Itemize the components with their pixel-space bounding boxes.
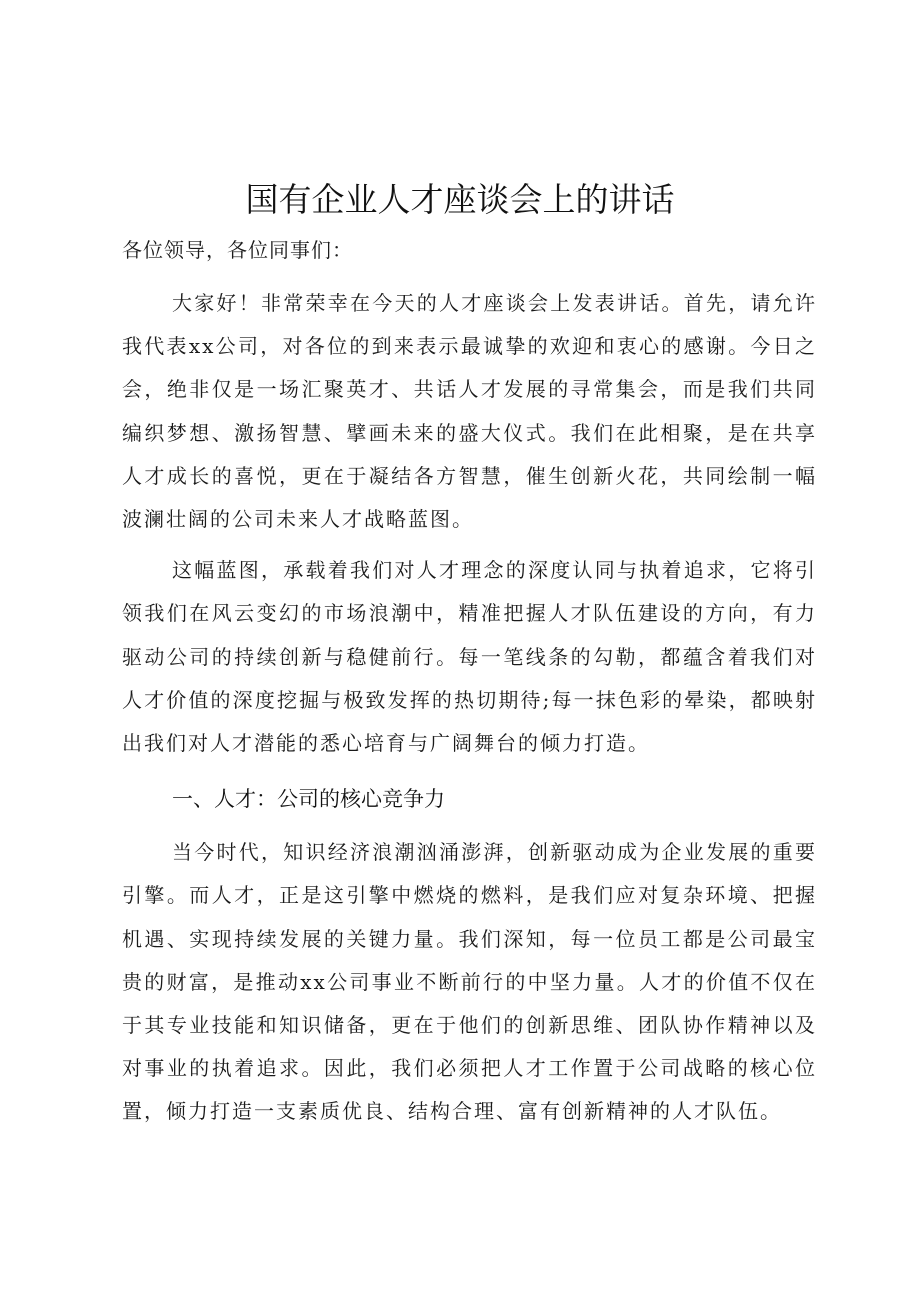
paragraph-opening: 大家好！非常荣幸在今天的人才座谈会上发表讲话。首先，请允许我代表xx公司，对各位的到来表示最诚挚的欢迎和衷心的感谢。今日之会，绝非仅是一场汇聚英才、共话人才发展的寻常集会，而是我们共同编织梦想、激扬智慧、擘画未来的盛大仪式。我们在此相聚，是在共享人才成长的喜悦，更在于凝结各方智慧，催生创新火花，共同绘制一幅波澜壮阔的公司未来人才战略蓝图。 [122,291,817,532]
document-body [122,230,817,1134]
section-heading: 一、人才：公司的核心竞争力 [172,787,445,812]
document-title: 国有企业人才座谈会上的讲话 [245,180,675,219]
paragraph-section-1: 当今时代，知识经济浪潮汹涌澎湃，创新驱动成为企业发展的重要引擎。而人才，正是这引擎中燃烧的燃料，是我们应对复杂环境、把握机遇、实现持续发展的关键力量。我们深知，每一位员工都是公司最宝贵的财富，是推动xx公司事业不断前行的中坚力量。人才的价值不仅在于其专业技能和知识储备，更在于他们的创新思维、团队协作精神以及对事业的执着追求。因此，我们必须把人才工作置于公司战略的核心位置，倾力打造一支素质优良、结构合理、富有创新精神的人才队伍。 [122,840,817,1124]
salutation: 各位领导，各位同事们： [122,238,353,262]
paragraph-blueprint: 这幅蓝图，承载着我们对人才理念的深度认同与执着追求，它将引领我们在风云变幻的市场浪潮中，精准把握人才队伍建设的方向，有力驱动公司的持续创新与稳健前行。每一笔线条的勾勒，都蕴含着我们对人才价值的深度挖掘与极致发挥的热切期待;每一抹色彩的晕染，都映射出我们对人才潜能的悉心培育与广阔舞台的倾力打造。 [122,558,817,756]
